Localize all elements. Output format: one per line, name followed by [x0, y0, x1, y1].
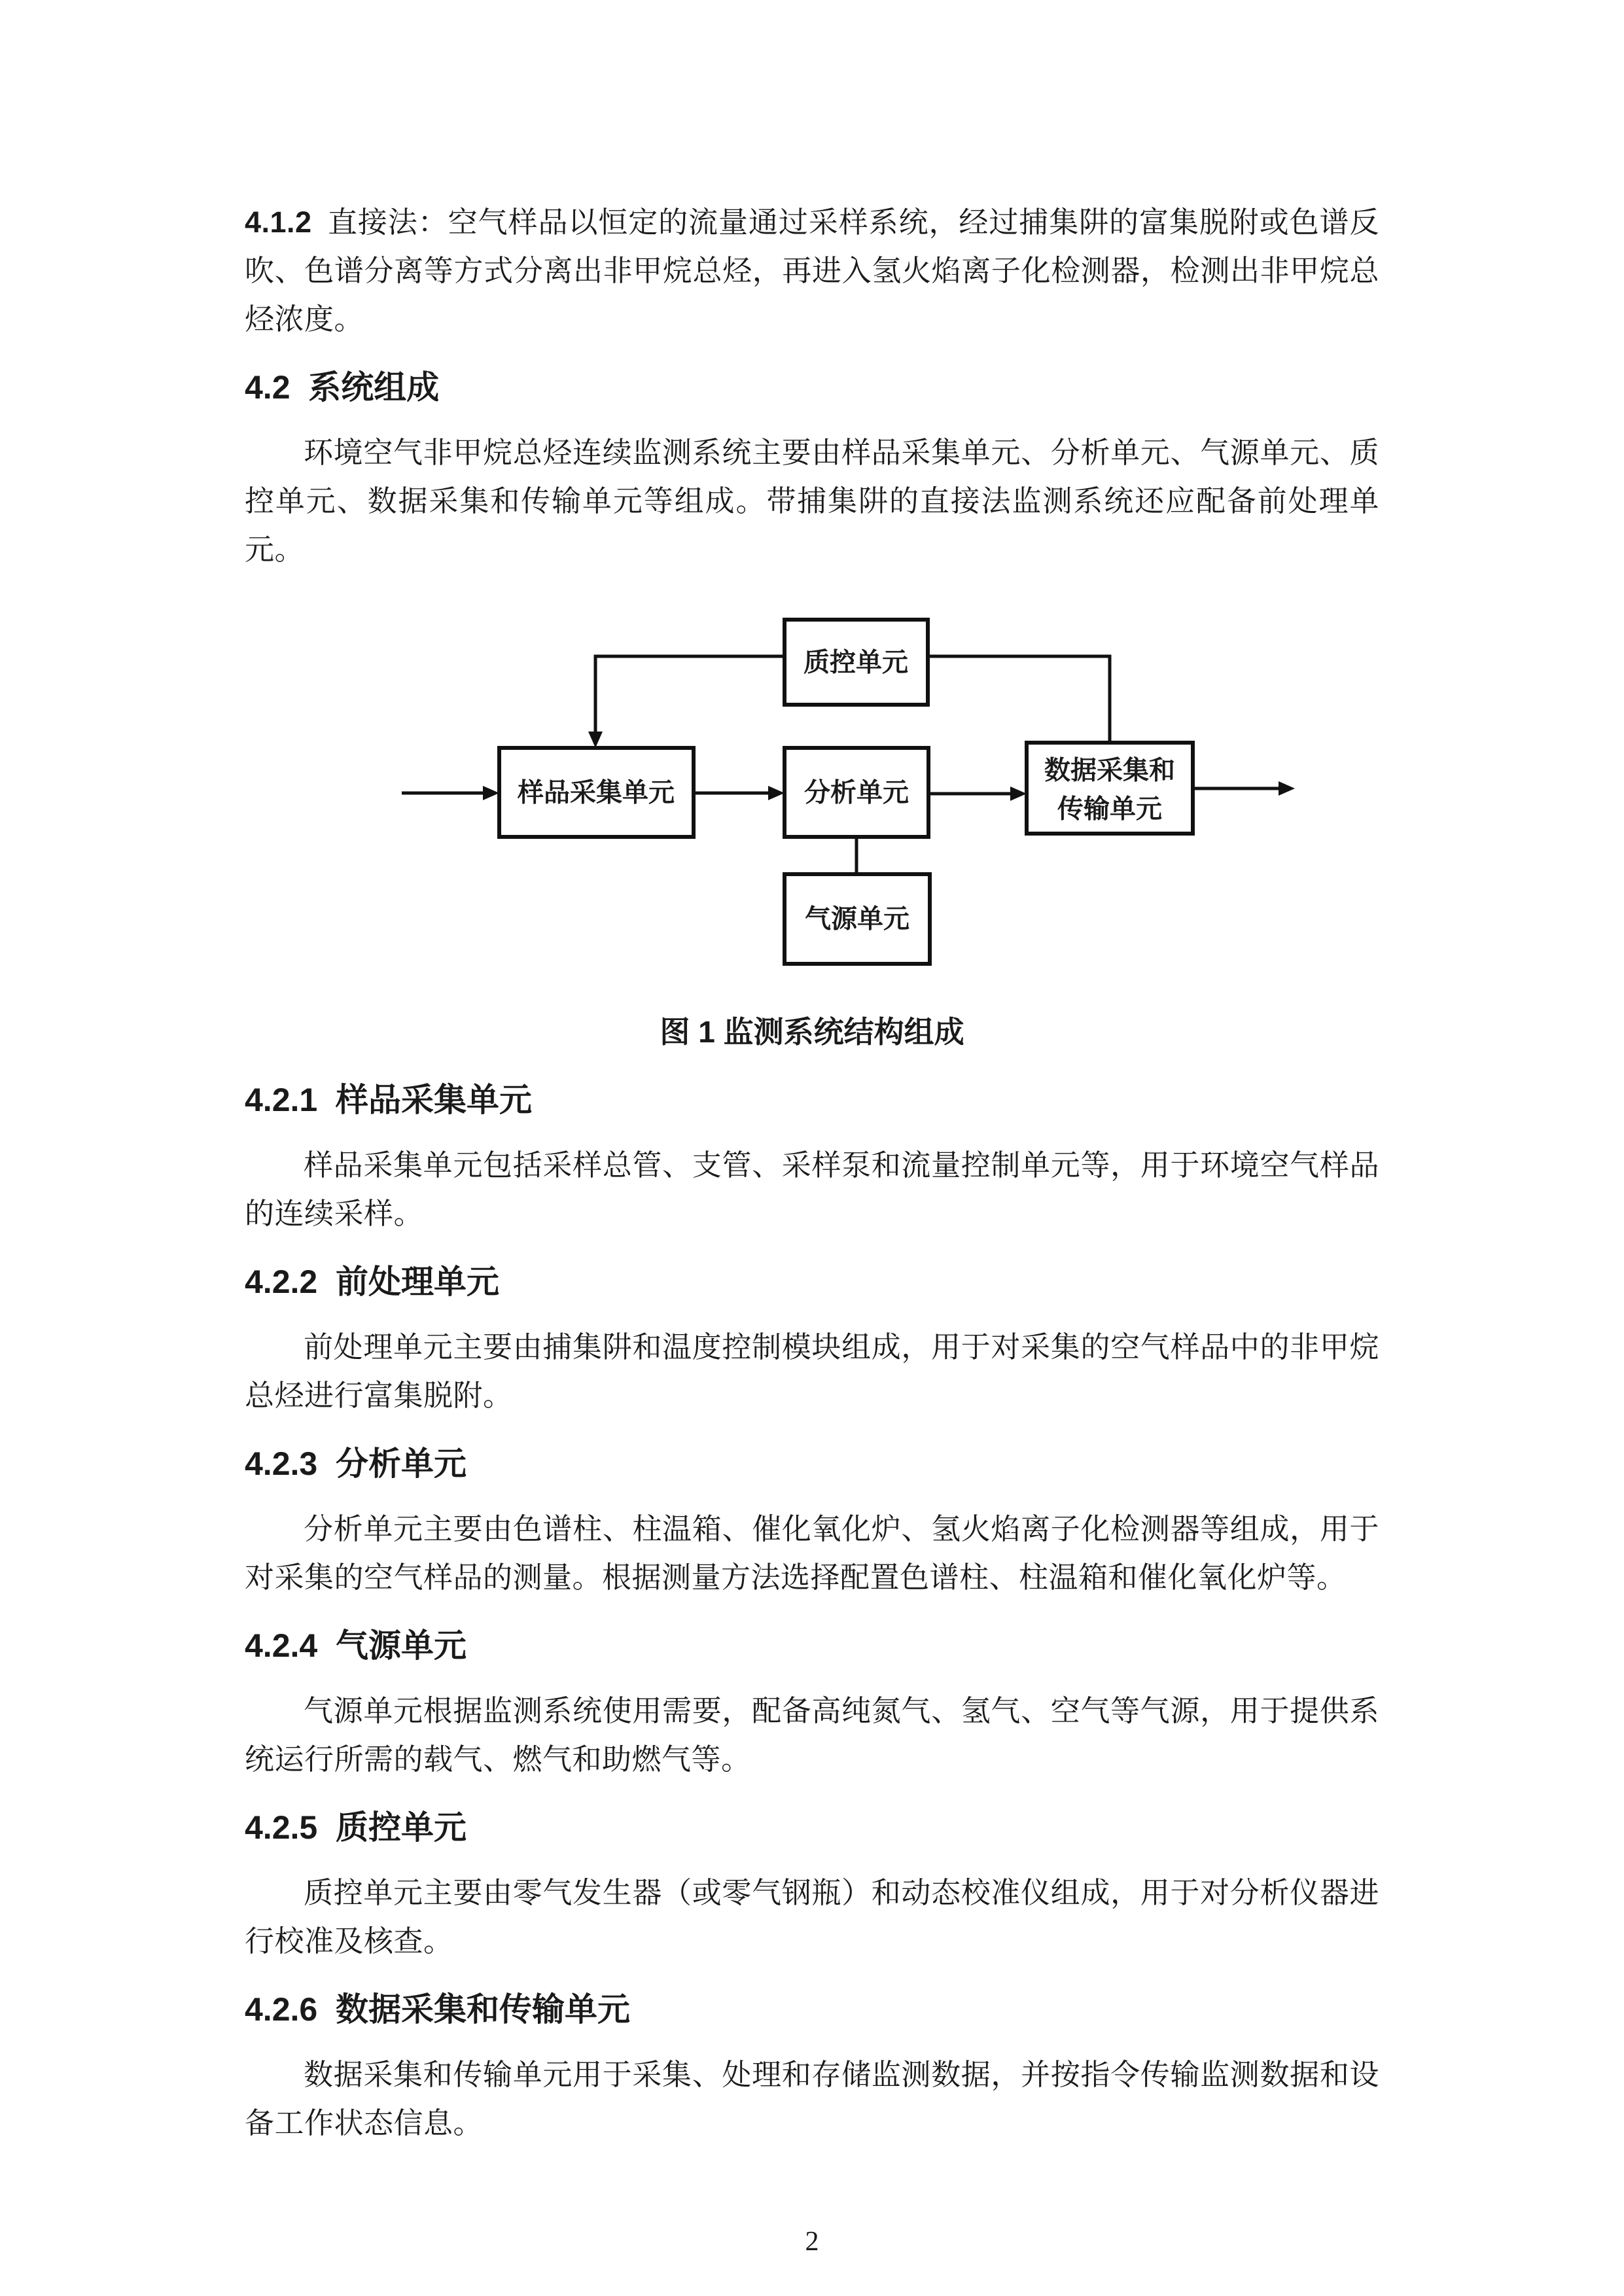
paragraph-4-2: 环境空气非甲烷总烃连续监测系统主要由样品采集单元、分析单元、气源单元、质控单元、数据采集和传输单元等组成。带捕集阱的直接法监测系统还应配备前处理单元。 [245, 436, 1379, 566]
clause-4-1-2 [245, 198, 1379, 344]
heading-4-2-4: 4.2.4 气源单元 [245, 1627, 467, 1664]
heading-4-2-5: 4.2.5 质控单元 [245, 1809, 467, 1846]
heading-4-2-1: 4.2.1 样品采集单元 [245, 1082, 532, 1118]
analysis-to-data-arrowhead [1010, 786, 1027, 801]
sampling-to-analysis-arrowhead [768, 786, 785, 800]
paragraph-4-2-6: 数据采集和传输单元用于采集、处理和存储监测数据，并按指令传输监测数据和设备工作状态信息。 [245, 2058, 1379, 2140]
data-unit-label-line2: 传输单元 [1057, 794, 1162, 824]
heading-4-2-3: 4.2.3 分析单元 [245, 1445, 467, 1482]
connector-qc-to-data [928, 656, 1110, 743]
analysis-unit-label: 分析单元 [804, 777, 909, 807]
page-number: 2 [805, 2227, 819, 2257]
connector-qc-to-sampling [595, 656, 785, 733]
clause-4-1-2-number: 4.1.2 [245, 205, 312, 239]
gas-unit-label: 气源单元 [805, 904, 909, 934]
paragraph-4-2-2: 前处理单元主要由捕集阱和温度控制模块组成，用于对采集的空气样品中的非甲烷总烃进行富集脱附。 [245, 1331, 1379, 1412]
heading-4-2: 4.2 系统组成 [245, 369, 440, 406]
flow-diagram [393, 611, 1309, 978]
paragraph-4-2-5: 质控单元主要由零气发生器（或零气钢瓶）和动态校准仪组成，用于对分析仪器进行校准及核查。 [245, 1877, 1379, 1958]
paragraph-4-2-4: 气源单元根据监测系统使用需要，配备高纯氮气、氢气、空气等气源，用于提供系统运行所需的载气、燃气和助燃气等。 [245, 1695, 1379, 1776]
data-unit-label-line1: 数据采集和 [1044, 755, 1175, 785]
clause-4-1-2-text: 直接法：空气样品以恒定的流量通过采样系统，经过捕集阱的富集脱附或色谱反吹、色谱分离等方式分离出非甲烷总烃，再进入氢火焰离子化检测器，检测出非甲烷总烃浓度。 [245, 206, 1379, 336]
system-structure-figure [245, 611, 1379, 1056]
arrowhead-qc-to-sampling [588, 732, 603, 748]
page-content [245, 0, 1379, 2266]
qc-unit-label: 质控单元 [803, 647, 908, 677]
paragraph-4-2-1: 样品采集单元包括采样总管、支管、采样泵和流量控制单元等，用于环境空气样品的连续采样。 [245, 1149, 1379, 1230]
figure-caption: 图 1 监测系统结构组成 [660, 1015, 964, 1049]
heading-4-2-6: 4.2.6 数据采集和传输单元 [245, 1991, 630, 2028]
output-arrowhead [1279, 781, 1295, 796]
heading-4-2-2: 4.2.2 前处理单元 [245, 1263, 499, 1300]
sampling-unit-label: 样品采集单元 [518, 777, 675, 807]
input-arrowhead [483, 786, 499, 800]
paragraph-4-2-3: 分析单元主要由色谱柱、柱温箱、催化氧化炉、氢火焰离子化检测器等组成，用于对采集的空气样品的测量。根据测量方法选择配置色谱柱、柱温箱和催化氧化炉等。 [245, 1513, 1379, 1594]
